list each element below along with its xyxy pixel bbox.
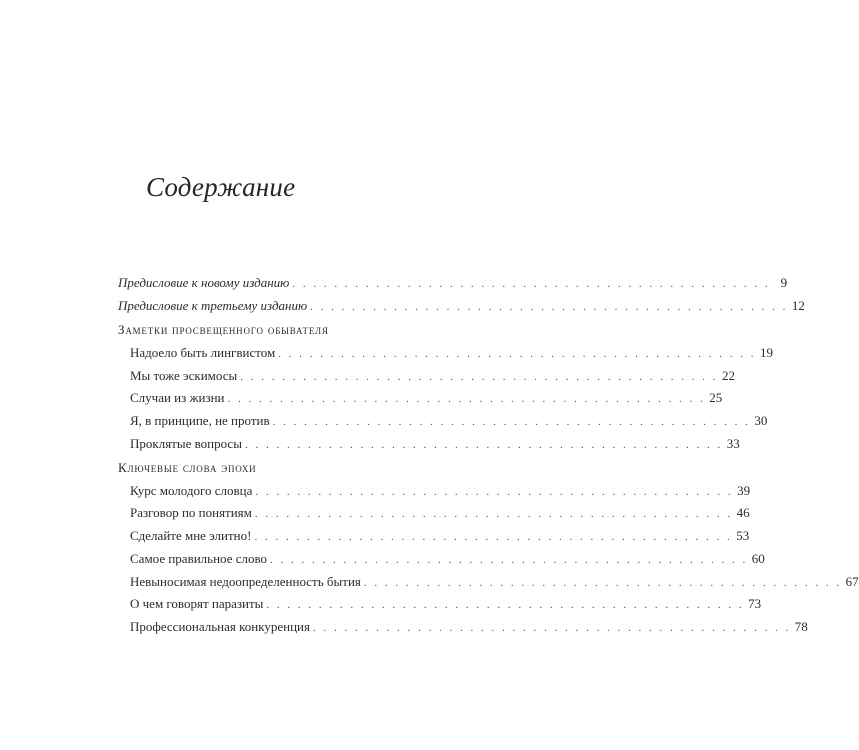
toc-entry-page: 73 (748, 596, 762, 611)
toc-entry-page: 22 (722, 368, 735, 383)
toc-entry[interactable] (130, 551, 765, 567)
leader-dots: . . . . . . . . . . . . . . . . . . . . . . . . . . . . . . . . . . . . . . . . . . . . . . (278, 348, 756, 360)
toc-entry-page: 30 (754, 413, 768, 428)
leader-dots: . . . . . . . . . . . . . . . . . . . . . . . . . . . . . . . . . . . . . . . . . . . . . . (270, 554, 748, 566)
toc-entry[interactable] (130, 368, 735, 384)
leader-dots: . . . . . . . . . . . . . . . . . . . . . . . . . . . . . . . . . . . . . . . . . . . . . . (310, 301, 788, 313)
toc-entry[interactable] (130, 528, 750, 544)
toc-entry[interactable] (130, 413, 768, 429)
section-heading[interactable]: Ключевые слова эпохи (118, 460, 257, 475)
toc-entry-page: 33 (726, 436, 740, 451)
toc-entry-label: Проклятые вопросы (130, 436, 242, 451)
toc-entry-page: 78 (794, 619, 808, 634)
leader-dots: . . . . . . . . . . . . . . . . . . . . . . . . . . . . . . . . . . . . . . . . . . . . . . (255, 486, 734, 498)
leader-dots: . . . . . . . . . . . . . . . . . . . . . . . . . . . . . . . . . . . . . . . . . . . . . . (266, 599, 745, 611)
toc-entry-page: 53 (736, 528, 750, 543)
toc-entry-page: 12 (791, 298, 805, 313)
toc-entry-label: Предисловие к новому изданию (118, 275, 290, 290)
toc-entry-label: Я, в принципе, не против (130, 413, 270, 428)
leader-dots: . . . . . . . . . . . . . . . . . . . . . . . . . . . . . . . . . . . . . . . . . . . . . . (254, 531, 733, 543)
leader-dots: . . . . . . . . . . . . . . . . . . . . . . . . . . . . . . . . . . . . . . . . . . . . . . (292, 278, 771, 290)
toc-entry-label: Разговор по понятиям (130, 505, 252, 520)
leader-dots: . . . . . . . . . . . . . . . . . . . . . . . . . . . . . . . . . . . . . . . . . . . . . . (363, 577, 842, 589)
toc-entry-label: Профессиональная конкуренция (130, 619, 310, 634)
toc-entry[interactable] (130, 596, 762, 612)
toc-entry-page: 39 (737, 483, 751, 498)
toc-entry-label: Сделайте мне элитно! (130, 528, 252, 543)
toc-entry-label: О чем говорят паразиты (130, 596, 264, 611)
toc-entry-preface-third[interactable] (118, 298, 805, 314)
toc-entry[interactable] (130, 390, 723, 406)
toc-entry-page: 60 (751, 551, 765, 566)
toc-entry[interactable] (130, 574, 859, 590)
toc-entry-label: Предисловие к третьему изданию (118, 298, 308, 313)
leader-dots: . . . . . . . . . . . . . . . . . . . . . . . . . . . . . . . . . . . . . . . . . . . . . . (227, 393, 706, 405)
leader-dots: . . . . . . . . . . . . . . . . . . . . . . . . . . . . . . . . . . . . . . . . . . . . . . (254, 508, 733, 520)
leader-dots: . . . . . . . . . . . . . . . . . . . . . . . . . . . . . . . . . . . . . . . . . . . . . . (312, 622, 791, 634)
leader-dots: . . . . . . . . . . . . . . . . . . . . . . . . . . . . . . . . . . . . . . . . . . . . . . (272, 416, 751, 428)
toc-entry-label: Случаи из жизни (130, 390, 225, 405)
leader-dots: . . . . . . . . . . . . . . . . . . . . . . . . . . . . . . . . . . . . . . . . . . . . . . (244, 439, 723, 451)
toc-entry-label: Самое правильное слово (130, 551, 268, 566)
toc-entry-label: Надоело быть лингвистом (130, 345, 276, 360)
toc-entry-page: 67 (845, 574, 859, 589)
leader-dots: . . . . . . . . . . . . . . . . . . . . . . . . . . . . . . . . . . . . . . . . . . . . . . (240, 371, 718, 383)
toc-entry-label: Курс молодого словца (130, 483, 253, 498)
toc-entry-page: 19 (759, 345, 773, 360)
section-heading[interactable]: Заметки просвещенного обывателя (118, 322, 329, 337)
toc-entry[interactable] (130, 483, 751, 499)
toc-entry-label: Мы тоже эскимосы (130, 368, 238, 383)
toc-entry-page: 25 (709, 390, 723, 405)
page-title: Содержание (146, 172, 296, 202)
toc-entry[interactable] (130, 505, 750, 521)
toc-entry[interactable] (130, 619, 808, 635)
toc-entry[interactable] (130, 436, 740, 452)
toc-entry-page: 9 (780, 275, 788, 290)
toc-entry-preface-new[interactable] (118, 275, 788, 291)
toc-entry-page: 46 (736, 505, 750, 520)
toc-entry[interactable] (130, 345, 773, 361)
toc-entry-label: Невыносимая недоопределенность бытия (130, 574, 361, 589)
